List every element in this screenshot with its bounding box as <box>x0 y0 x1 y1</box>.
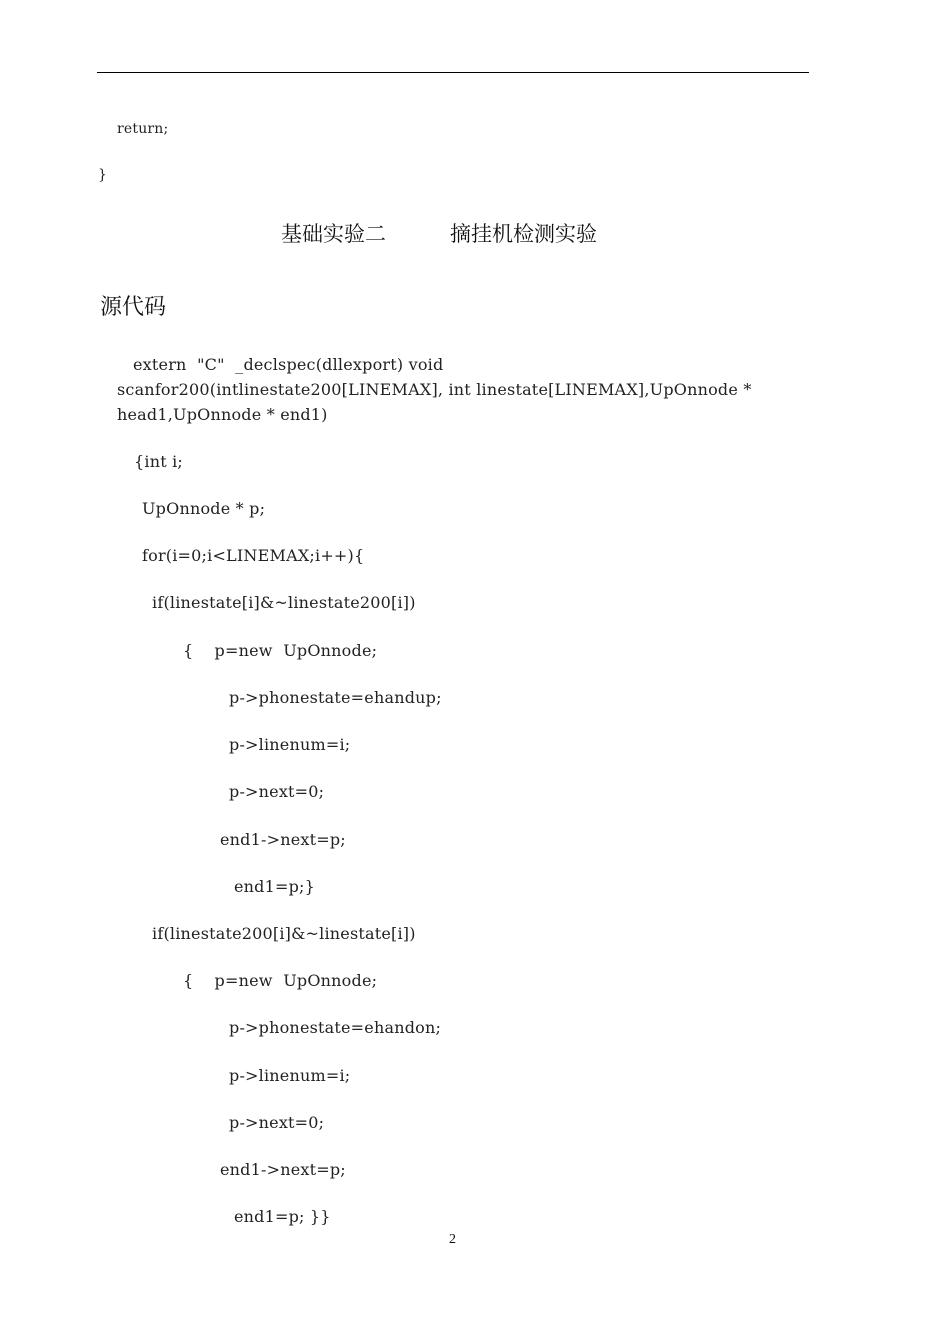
code-line: { p=new UpOnnode; <box>183 641 378 660</box>
code-line: p->next=0; <box>229 782 325 801</box>
code-line: head1,UpOnnode * end1) <box>117 405 328 424</box>
code-line: end1->next=p; <box>220 830 346 849</box>
code-line: end1=p; }} <box>234 1207 331 1226</box>
code-line: if(linestate200[i]&~linestate[i]) <box>152 924 416 943</box>
return-line: return; <box>117 121 169 137</box>
code-line: UpOnnode * p; <box>142 499 266 518</box>
code-line: end1=p;} <box>234 877 316 896</box>
code-line: extern "C" _declspec(dllexport) void <box>133 355 444 374</box>
code-line: {int i; <box>134 452 184 471</box>
code-line: if(linestate[i]&~linestate200[i]) <box>152 593 416 612</box>
code-line: p->phonestate=ehandon; <box>229 1018 442 1037</box>
code-line: p->linenum=i; <box>229 1066 351 1085</box>
page-number: 2 <box>449 1232 456 1247</box>
code-line: scanfor200(intlinestate200[LINEMAX], int linestate[LINEMAX],UpOnnode * <box>117 380 752 399</box>
section-heading: 源代码 <box>100 295 167 320</box>
closing-brace: } <box>98 167 108 183</box>
experiment-title-right: 摘挂机检测实验 <box>450 222 597 246</box>
code-line: { p=new UpOnnode; <box>183 971 378 990</box>
code-line: for(i=0;i<LINEMAX;i++){ <box>142 546 365 565</box>
code-line: p->linenum=i; <box>229 735 351 754</box>
code-line: p->phonestate=ehandup; <box>229 688 442 707</box>
code-line: end1->next=p; <box>220 1160 346 1179</box>
header-rule <box>97 72 809 73</box>
code-line: p->next=0; <box>229 1113 325 1132</box>
experiment-title-left: 基础实验二 <box>281 222 386 246</box>
